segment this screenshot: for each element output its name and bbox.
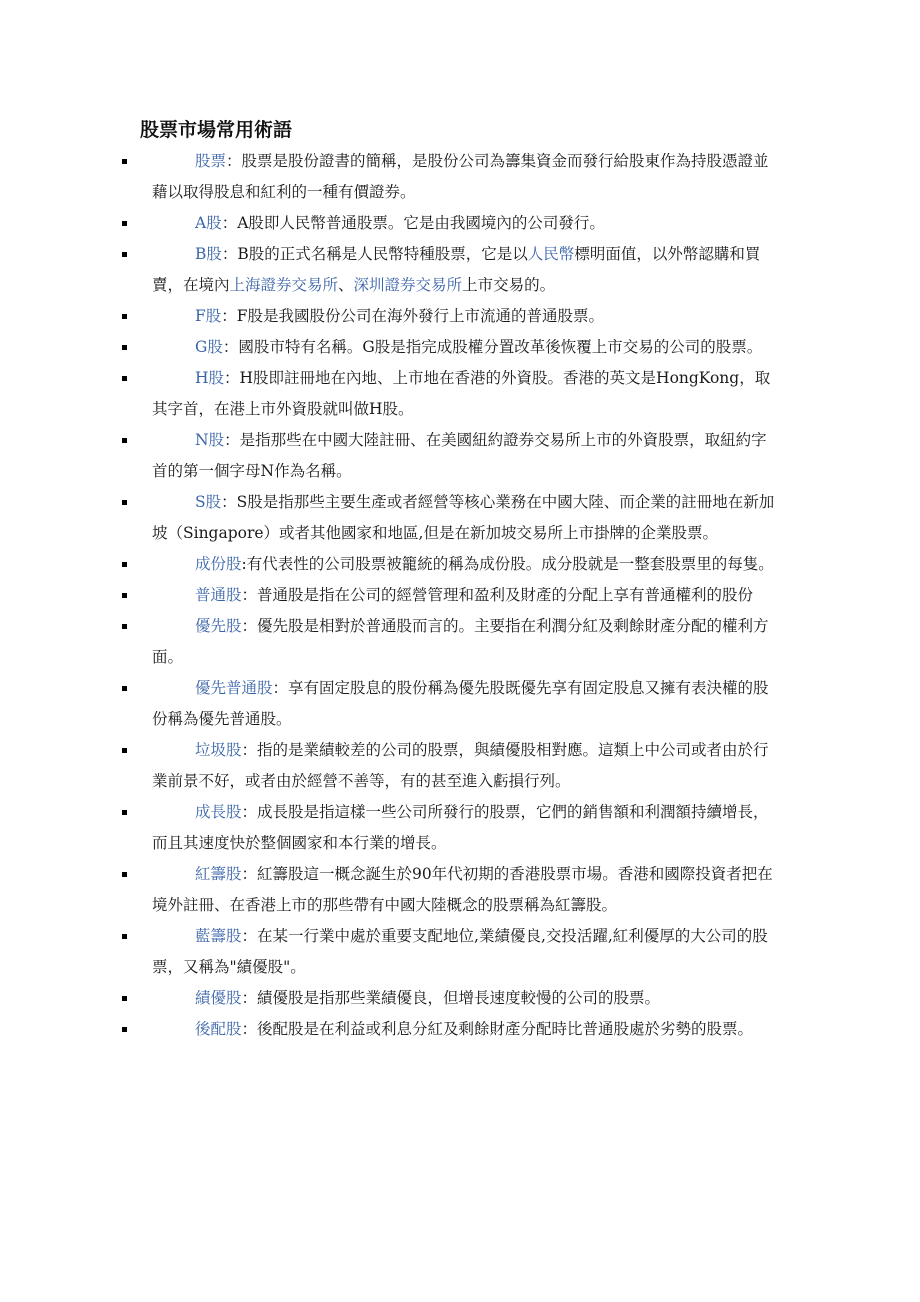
bullet-icon: [122, 624, 127, 629]
bullet-icon: [122, 996, 127, 1001]
term-name: 垃圾股: [195, 741, 242, 759]
term-item: [0, 580, 782, 611]
term-item: [0, 239, 782, 301]
term-link[interactable]: 上海證券交易所: [229, 276, 339, 294]
term-item: [0, 363, 782, 425]
term-name: 普通股: [195, 586, 242, 604]
term-item: [0, 208, 782, 239]
term-definition: ：S股是指那些主要生產或者經營等核心業務在中國大陸、而企業的註冊地在新加坡（Singapore）或者其他國家和地區,但是在新加坡交易所上市掛牌的企業股票。: [152, 493, 775, 542]
bullet-icon: [122, 438, 127, 443]
term-link[interactable]: 人民幣: [527, 245, 575, 263]
term-name: H股: [195, 369, 225, 387]
bullet-icon: [122, 159, 127, 164]
term-name: 成長股: [195, 803, 242, 821]
bullet-icon: [122, 1027, 127, 1032]
term-name: G股: [195, 338, 223, 356]
term-definition: ：成長股是指這樣一些公司所發行的股票，它們的銷售額和利潤額持續增長，而且其速度快於整個國家和本行業的增長。: [152, 803, 769, 852]
term-item: [0, 859, 782, 921]
term-name: 後配股: [195, 1020, 242, 1038]
term-definition: :有代表性的公司股票被籠統的稱為成份股。成分股就是一整套股票里的每隻。: [241, 555, 774, 573]
term-item: [0, 921, 782, 983]
term-definition: ：後配股是在利益或利息分紅及剩餘財產分配時比普通股處於劣勢的股票。: [241, 1020, 754, 1038]
term-definition: ：國股市特有名稱。G股是指完成股權分置改革後恢覆上市交易的公司的股票。: [222, 338, 763, 356]
bullet-icon: [122, 562, 127, 567]
terms-list: [0, 146, 920, 1045]
bullet-icon: [122, 376, 127, 381]
term-definition: ：紅籌股這一概念誕生於90年代初期的香港股票市場。香港和國際投資者把在境外註冊、在香港上市的那些帶有中國大陸概念的股票稱為紅籌股。: [152, 865, 773, 914]
term-definition: ：是指那些在中國大陸註冊、在美國紐約證券交易所上市的外資股票，取紐約字首的第一個字母N作為名稱。: [152, 431, 767, 480]
term-name: 紅籌股: [195, 865, 242, 883]
bullet-icon: [122, 593, 127, 598]
term-item: [0, 735, 782, 797]
term-name: S股: [195, 493, 222, 511]
term-item: [0, 983, 782, 1014]
term-definition: ：股票是股份證書的簡稱，是股份公司為籌集資金而發行給股東作為持股憑證並藉以取得股息和紅利的一種有價證券。: [152, 152, 769, 201]
bullet-icon: [122, 748, 127, 753]
term-item: [0, 611, 782, 673]
term-definition: ：績優股是指那些業績優良，但增長速度較慢的公司的股票。: [241, 989, 661, 1007]
term-name: N股: [195, 431, 225, 449]
term-definition: 標明面值，以外幣認購和買賣，在境內: [152, 245, 761, 294]
term-name: 績優股: [195, 989, 242, 1007]
term-name: 藍籌股: [195, 927, 242, 945]
term-item: [0, 332, 782, 363]
bullet-icon: [122, 221, 127, 226]
term-link[interactable]: 深圳證券交易所: [353, 276, 463, 294]
term-item: [0, 673, 782, 735]
term-name: 股票: [195, 152, 227, 170]
term-item: [0, 425, 782, 487]
bullet-icon: [122, 345, 127, 350]
term-name: A股: [195, 214, 222, 232]
bullet-icon: [122, 314, 127, 319]
term-name: 優先普通股: [195, 679, 273, 697]
term-name: F股: [195, 307, 222, 325]
bullet-icon: [122, 252, 127, 257]
term-item: [0, 797, 782, 859]
term-item: [0, 487, 782, 549]
bullet-icon: [122, 934, 127, 939]
term-item: [0, 301, 782, 332]
term-definition: 、: [338, 276, 354, 294]
term-definition: ：享有固定股息的股份稱為優先股既優先享有固定股息又擁有表決權的股份稱為優先普通股。: [152, 679, 769, 728]
term-item: [0, 1014, 782, 1045]
term-definition: ：F股是我國股份公司在海外發行上市流通的普通股票。: [221, 307, 605, 325]
bullet-icon: [122, 500, 127, 505]
bullet-icon: [122, 686, 127, 691]
term-definition: ：B股的正式名稱是人民幣特種股票，它是以: [221, 245, 528, 263]
bullet-icon: [122, 810, 127, 815]
term-definition: ：普通股是指在公司的經營管理和盈利及財產的分配上享有普通權利的股份: [241, 586, 754, 604]
term-name: B股: [195, 245, 222, 263]
term-name: 優先股: [195, 617, 242, 635]
term-definition: ：優先股是相對於普通股而言的。主要指在利潤分紅及剩餘財產分配的權利方面。: [152, 617, 769, 666]
term-item: [0, 146, 782, 208]
term-name: 成份股: [195, 555, 242, 573]
term-definition: ：在某一行業中處於重要支配地位,業績優良,交投活躍,紅利優厚的大公司的股票，又稱為"績優股"。: [152, 927, 768, 976]
page-title: 股票市場常用術語: [140, 119, 293, 141]
term-definition: 上市交易的。: [462, 276, 556, 294]
term-definition: ：H股即註冊地在內地、上市地在香港的外資股。香港的英文是HongKong，取其字首，在港上市外資股就叫做H股。: [152, 369, 771, 418]
term-definition: ：A股即人民幣普通股票。它是由我國境內的公司發行。: [221, 214, 605, 232]
bullet-icon: [122, 872, 127, 877]
term-definition: ：指的是業績較差的公司的股票，與績優股相對應。這類上中公司或者由於行業前景不好，或者由於經營不善等，有的甚至進入虧損行列。: [152, 741, 769, 790]
term-item: [0, 549, 782, 580]
